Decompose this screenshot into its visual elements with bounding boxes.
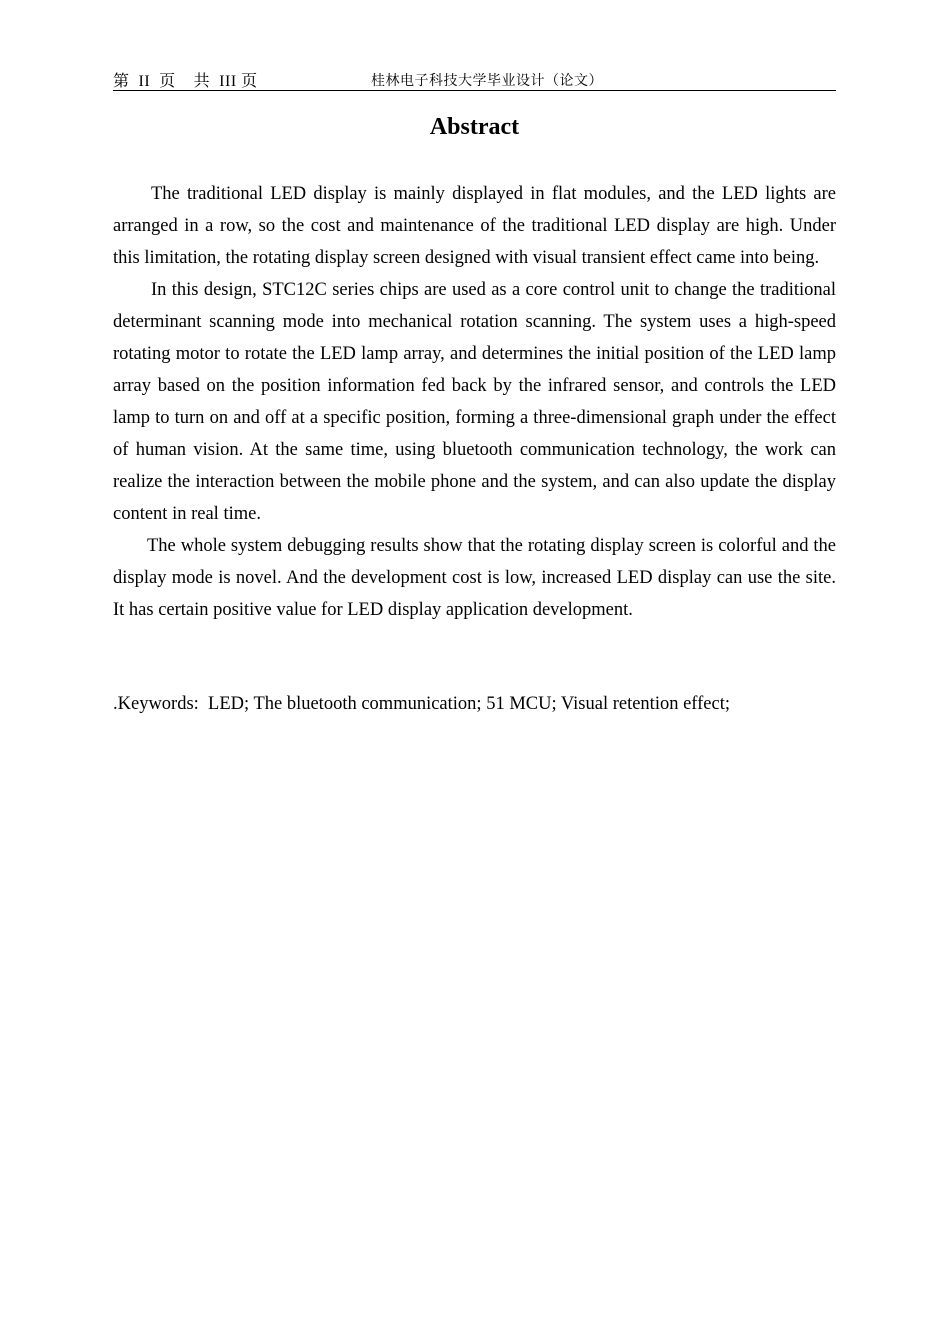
keywords-line: .Keywords: LED; The bluetooth communication; 51 MCU; Visual retention effect; (113, 694, 730, 714)
abstract-body (113, 178, 836, 626)
university-title: 桂林电子科技大学毕业设计（论文） (371, 74, 603, 89)
abstract-heading: Abstract (429, 114, 520, 140)
page-header (113, 68, 836, 91)
abstract-paragraph-3: The whole system debugging results show that the rotating display screen is colorful and the display mode is novel. And the development cost is low, increased LED display can use the site. It has certain positive value for LED display application development. (113, 536, 836, 620)
abstract-paragraph-1: The traditional LED display is mainly displayed in flat modules, and the LED lights are arranged in a row, so the cost and maintenance of the traditional LED display are high. Under this limitation, the rotating display screen designed with visual transient effect came into being. (113, 184, 836, 268)
page-number-info: 第 II 页 共 III 页 (113, 73, 258, 90)
abstract-paragraph-2: In this design, STC12C series chips are used as a core control unit to change the traditional determinant scanning mode into mechanical rotation scanning. The system uses a high-speed rotating motor to rotate the LED lamp array, and determines the initial position of the LED lamp array based on the position information fed back by the infrared sensor, and controls the LED lamp to turn on and off at a specific position, forming a three-dimensional graph under the effect of human vision. At the same time, using bluetooth communication technology, the work can realize the interaction between the mobile phone and the system, and can also update the display content in real time. (113, 280, 836, 524)
